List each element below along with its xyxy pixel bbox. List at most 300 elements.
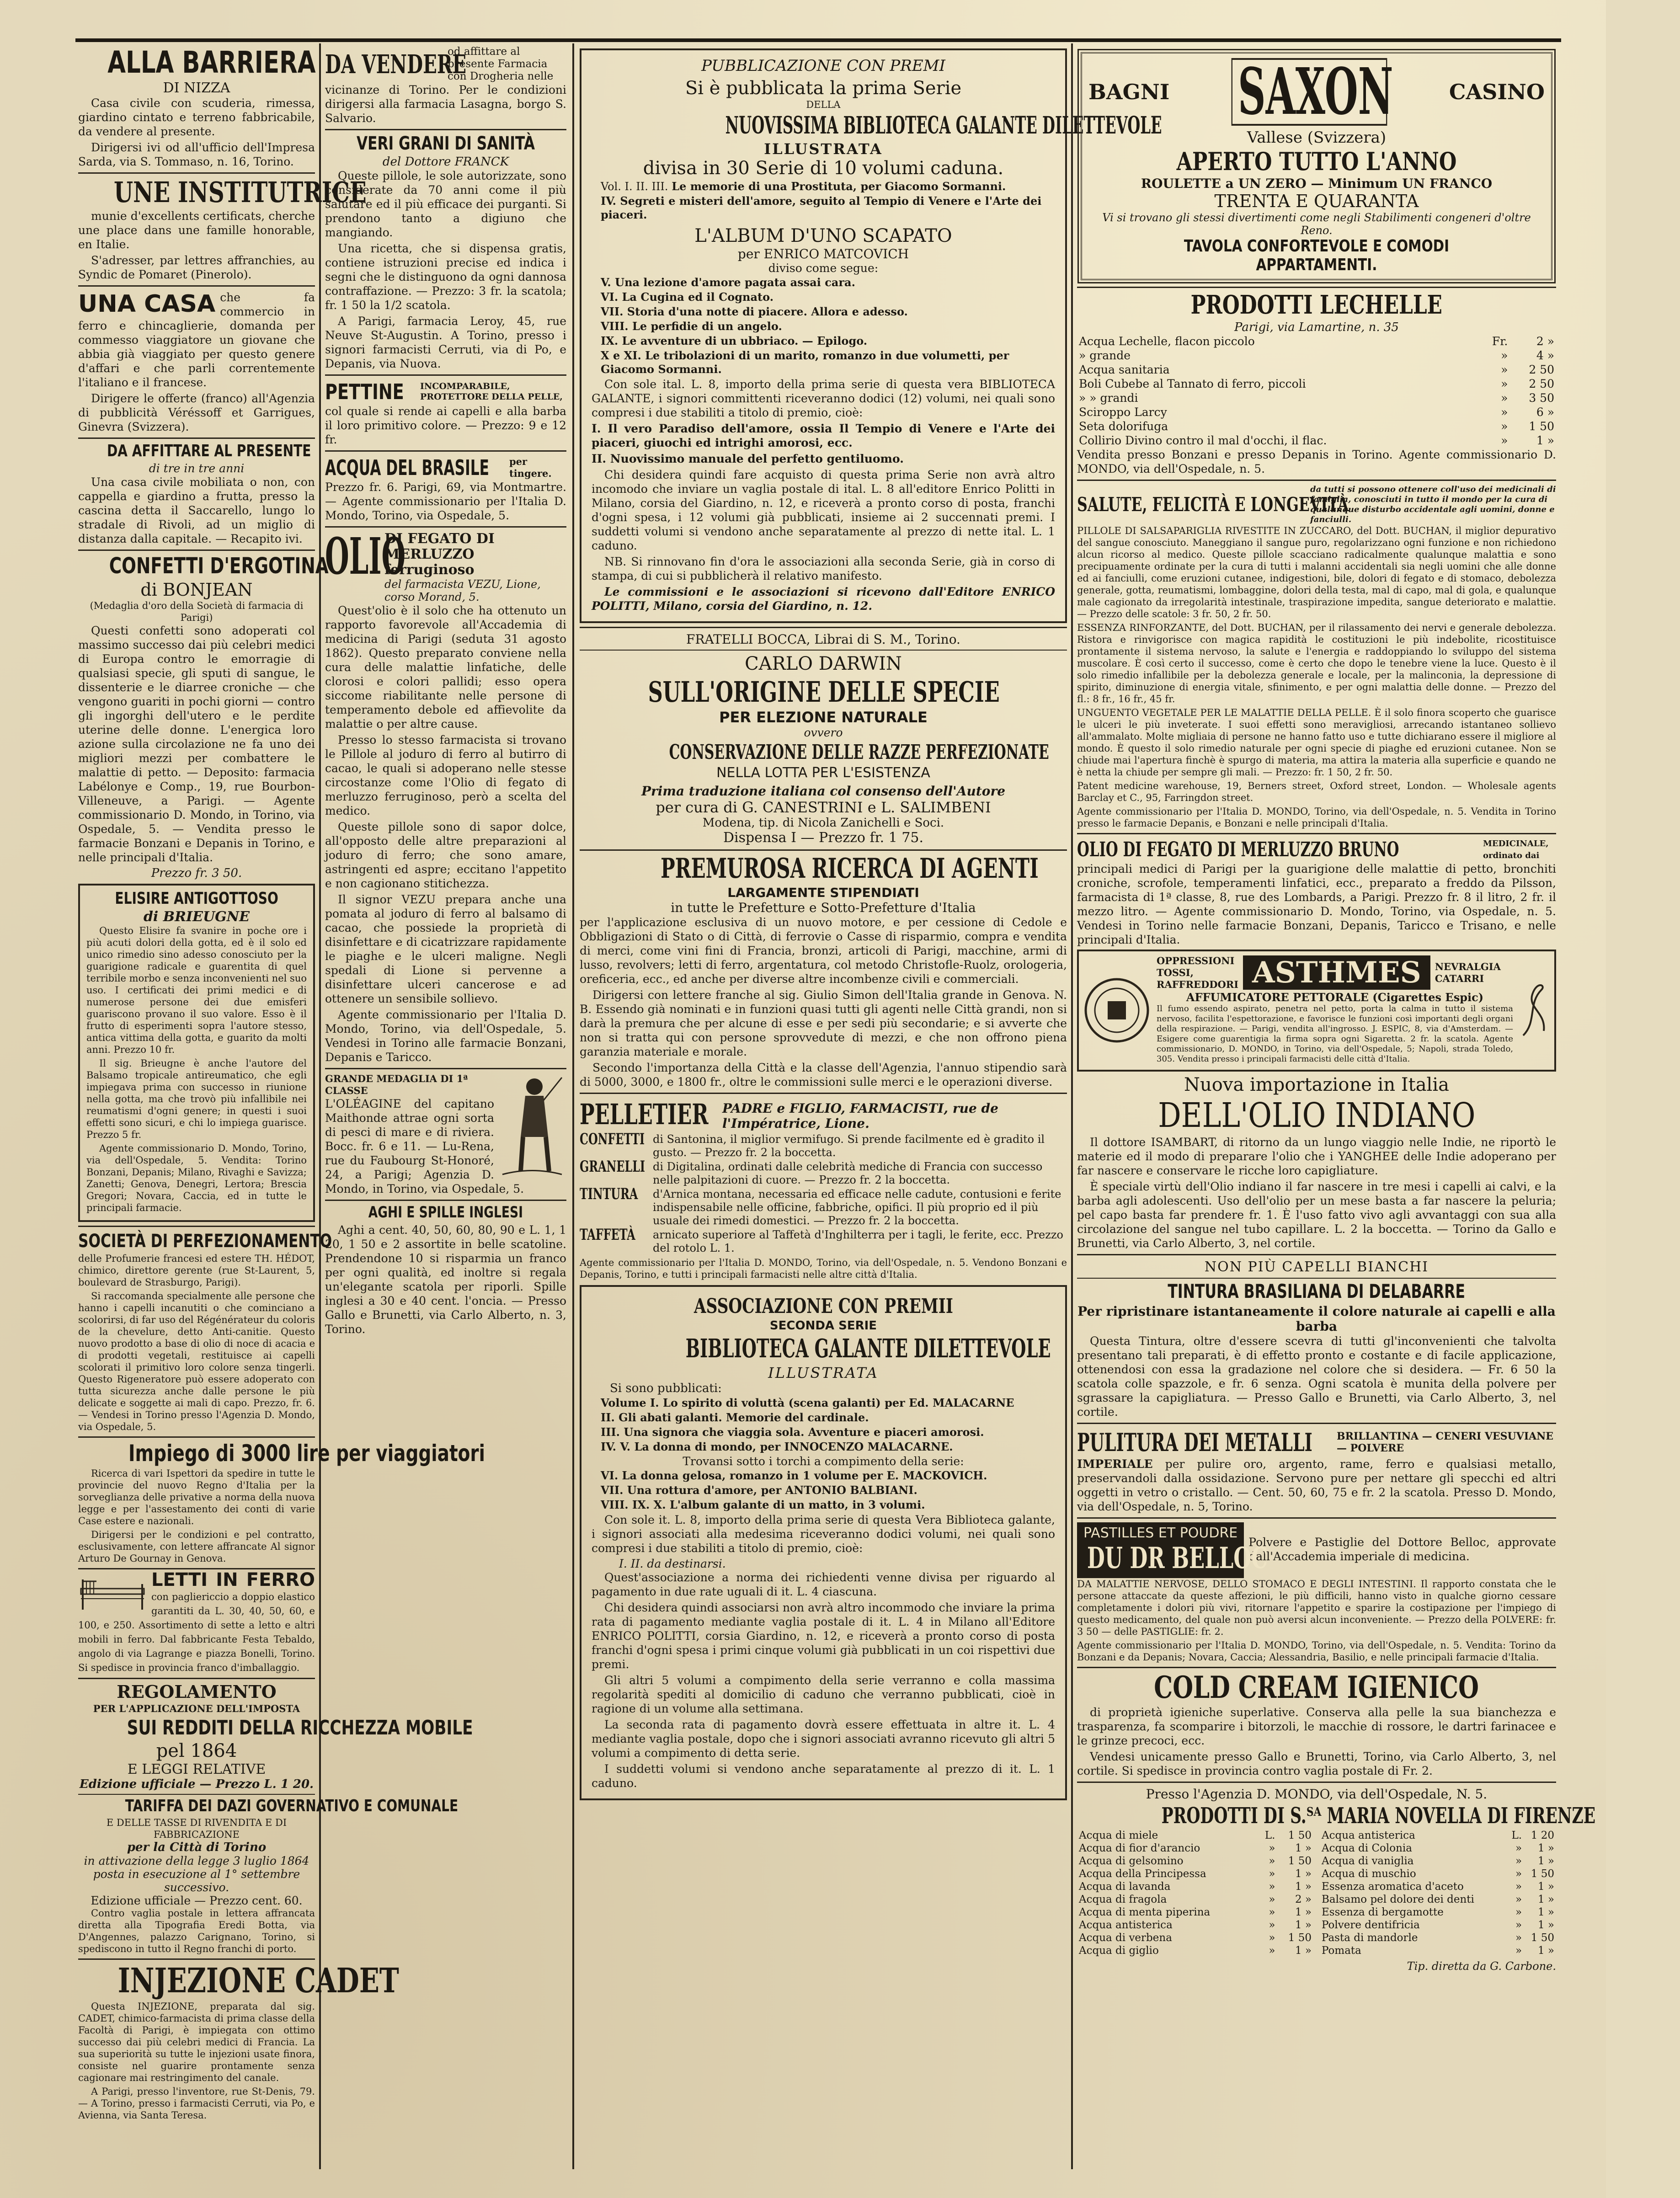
- ad-aghi: [325, 1205, 566, 1336]
- price-row: [1320, 1944, 1556, 1957]
- ad-affittare: [78, 443, 315, 546]
- ad-subtitle: Si sono pubblicati:: [610, 1381, 722, 1395]
- ad-text: Contro vaglia postale in lettera affrancata diretta alla Tipografia Eredi Botta, via D'Angennes, palazzo Carignano, Torino, si spediscono in tutto il Regno franchi di porto.: [78, 1907, 315, 1954]
- divider: [1077, 1667, 1556, 1668]
- ad-acqua-brasile: [325, 455, 566, 523]
- ad-ergotina: [78, 553, 329, 880]
- price: 2 »: [1536, 334, 1554, 348]
- divider: [78, 550, 315, 551]
- ad-text: di proprietà igieniche superlative. Conserva alla pelle la sua bianchezza e trasparenza, fa scomparire i bitorzoli, le macchie di rossore, le dartri farinacee e le grinze precoci, ecc.: [1077, 1705, 1556, 1747]
- product-name: Acqua sanitaria: [1079, 363, 1170, 376]
- price: 1 »: [1295, 1919, 1312, 1931]
- product-name: Acqua di vaniglia: [1322, 1855, 1414, 1867]
- ad-text: vicinanze di Torino. Per le condizioni dirigersi alla farmacia Lasagna, borgo S. Salvario.: [325, 83, 566, 125]
- ad-subtitle: di BONJEAN: [140, 579, 253, 600]
- ad-vol: IX. Le avventure di un ubbriaco. — Epilogo.: [601, 334, 868, 347]
- ad-subtitle: E DELLE TASSE DI RIVENDITA E DI FABBRICAZIONE: [106, 1817, 287, 1840]
- ad-text: Dirigersi ivi od all'ufficio dell'Impresa Sarda, via S. Tommaso, n. 16, Torino.: [78, 141, 315, 169]
- ad-price: Edizione ufficiale — Prezzo L. 1 20.: [79, 1777, 314, 1791]
- column-rule: [319, 43, 321, 2169]
- price: 1 »: [1295, 1881, 1312, 1893]
- ad-olio-bruno: [1077, 838, 1556, 947]
- price: 2 »: [1295, 1894, 1312, 1906]
- currency: »: [1269, 1906, 1275, 1919]
- seal-stamp-icon: [1083, 976, 1151, 1045]
- ad-associazione: [580, 1285, 1067, 1800]
- divider: [78, 285, 315, 287]
- product-name: Acqua di menta piperina: [1079, 1906, 1211, 1919]
- price-row: [1077, 419, 1556, 433]
- product-name: Balsamo pel dolore dei denti: [1322, 1894, 1474, 1906]
- ad-vol: VII. Una rottura d'amore, per ANTONIO BALBIANI.: [601, 1483, 917, 1497]
- product-name: Pomata: [1322, 1945, 1361, 1957]
- price-row: [1077, 433, 1556, 448]
- product-name: Acqua antisterica: [1079, 1919, 1173, 1931]
- ad-year: pel 1864: [156, 1740, 237, 1761]
- price-row: [1077, 334, 1556, 348]
- ad-impiego: [78, 1440, 485, 1564]
- ad-side-text: BRILLANTINA — CENERI VESUVIANE — POLVERE: [1337, 1430, 1554, 1454]
- ad-vol-label: Vol. I. II. III.: [601, 180, 668, 193]
- ad-subtitle: per la Città di Torino: [127, 1840, 267, 1854]
- ad-vol: V. Una lezione d'amore pagata assai cara.: [601, 275, 855, 289]
- currency: »: [1269, 1894, 1275, 1906]
- ad-text: Queste pillole sono di sapor dolce, all'opposto delle altre preparazioni al joduro di ferro; che sono amare, astringenti ed aspre; eccitano l'appetito e non cagionano stitichezza.: [325, 820, 566, 890]
- currency: »: [1269, 1945, 1275, 1957]
- ad-text: I. Il vero Paradiso dell'amore, ossia Il Tempio di Venere e l'Arte dei piaceri, giuochi ed intrighi amorosi, ecc.: [592, 421, 1055, 449]
- ad-oleagine: [325, 1073, 566, 1196]
- ad-cadet: [78, 1961, 399, 2122]
- ad-text: Questa Tintura, oltre d'essere scevra di tutti gl'inconvenienti che talvolta presentano tali preparati, è di effetto pronto e costante e di facile applicazione, ottenendosi con essa la gradazione nel colore che si desidera. — Fr. 6 50 la scatola colle spazzole, e fr. 6 senza. Ogni scatola è munita della polvere per sgrassare la capigliatura. — Presso Gallo e Brunetti, via Carlo Alberto, 3, nel cortile.: [1077, 1334, 1556, 1419]
- ad-text: Patent medicine warehouse, 19, Berners street, Oxford street, London. — Wholesale agents Barclay et C., 95, Farringdon street.: [1077, 780, 1556, 803]
- ad-subtitle: Prima traduzione italiana col consenso dell'Autore: [641, 783, 1006, 799]
- product-name: Acqua della Principessa: [1079, 1868, 1206, 1880]
- ad-publisher: FRATELLI BOCCA, Librai di S. M., Torino.: [686, 631, 960, 647]
- currency: »: [1515, 1855, 1522, 1867]
- currency: »: [1515, 1945, 1522, 1957]
- currency: »: [1515, 1894, 1522, 1906]
- price: 1 50: [1288, 1932, 1312, 1944]
- currency: »: [1515, 1881, 1522, 1893]
- ad-title: VERI GRANI DI SANITÀ: [356, 133, 535, 154]
- currency: »: [1515, 1868, 1522, 1880]
- product-name: Collirio Divino contro il mal d'occhi, il flac.: [1079, 433, 1327, 447]
- currency: »: [1515, 1842, 1522, 1855]
- divider: [78, 1678, 315, 1679]
- ad-word: BAGNI: [1088, 80, 1170, 104]
- ad-side-text: per tingere.: [509, 456, 552, 479]
- ad-text: Il sig. Brieugne è anche l'autore del Balsamo tropicale antireumatico, che egli impiegava prima con successo in riunione nella gotta, ma che trovò più infallibile nei reumatismi d'ogni genere; in questi i suoi effetti sono sicuri, e chi lo impiega guarisce. Prezzo 5 fr.: [86, 1058, 307, 1141]
- ad-text: Gli altri 5 volumi a compimento della serie verranno e colla massima regolarità spediti al domicilio di caduno che verranno pubblicati, cioè in ragione di un volume alla settimana.: [592, 1673, 1055, 1715]
- ad-subtitle: Trovansi sotto i torchi a compimento della serie:: [683, 1454, 964, 1468]
- ad-text: NB. Si rinnovano fin d'ora le associazioni alla seconda Serie, già in corso di stampa, di cui si pubblicherà il relativo manifesto.: [592, 555, 1055, 582]
- ad-title: PRODOTTI DI S.ᵀᴬ MARIA NOVELLA DI FIRENZE: [1161, 1803, 1596, 1829]
- ad-text: Aghi a cent. 40, 50, 60, 80, 90 e L. 1, 1 20, 1 50 e 2 assortite in belle scatoline. Prendendone 10 si risparmia un franco per ogni qualità, ed inoltre si regala un'elegante scatola per riporli. Spille inglesi a 30 e 40 cent. l'oncia. — Presso Gallo e Brunetti, via Carlo Alberto, n. 3, Torino.: [325, 1223, 566, 1336]
- ad-note: (Medaglia d'oro della Società di farmacia di Parigi): [90, 600, 304, 623]
- divider: [1077, 1423, 1556, 1424]
- product-text: arnicato superiore al Taffetà d'Inghilterra per i tagli, le ferite, ecc. Prezzo del rotolo L. 1.: [653, 1228, 1063, 1254]
- ad-title: ASTHMES: [1243, 955, 1430, 990]
- currency: »: [1501, 419, 1508, 433]
- ad-label: IMPERIALE: [1077, 1457, 1153, 1471]
- product-name: Acqua di fior d'arancio: [1079, 1842, 1200, 1855]
- product-name: Acqua di Colonia: [1322, 1842, 1412, 1855]
- ad-text: Dirigere le offerte (franco) all'Agenzia di pubblicità Véréssoff et Garrigues, Ginevra (Svizzera).: [78, 392, 315, 434]
- ad-subtitle: TAVOLA CONFORTEVOLE E COMODI APPARTAMENTI.: [1184, 237, 1450, 274]
- ad-pulitura: [1077, 1428, 1556, 1514]
- ad-title: SALUTE, FELICITÀ E LONGEVITÀ: [1077, 493, 1349, 516]
- ad-vol: III. Una signora che viaggia sola. Avventure e piaceri amorosi.: [601, 1425, 984, 1439]
- divider: [580, 627, 1067, 628]
- ad-subtitle: APERTO TUTTO L'ANNO: [1176, 147, 1457, 176]
- ad-text: È speciale virtù dell'Olio indiano il far nascere in tre mesi i capelli ai calvi, e la barba agli adolescenti. Uso dell'olio per un mese basta a far nascere la peluria; pel capo basta far prendere fr. 1. È l'uso fatto vivo agli avvantaggi con sua alla circolazione del sangue nel tubo capillare. L. 2 la boccetta. — Torino da Gallo e Brunetti, via Carlo Alberto, 3, nel cortile.: [1077, 1180, 1556, 1250]
- price: 1 »: [1537, 1945, 1554, 1957]
- ad-institutrice: [78, 176, 367, 282]
- iron-bed-illustration: [78, 1575, 147, 1611]
- ad-text: Una ricetta, che si dispensa gratis, contiene istruzioni precise ed indica i segni che le distinguono da ogni dannosa contraffazione. — Prezzo: 3 fr. la scatola; fr. 1 50 la 1/2 scatola.: [325, 242, 566, 312]
- product-name: Acqua di giglio: [1079, 1945, 1159, 1957]
- ad-subtitle: per ENRICO MATCOVICH: [737, 246, 909, 261]
- divider: [1077, 1278, 1556, 1279]
- ad-text: DA MALATTIE NERVOSE, DELLO STOMACO E DEGLI INTESTINI. Il rapporto constata che le persone attaccate da queste affezioni, le più difficili, hanno visto in qualche giorno cessare completamente i dolori più vivi, ritornare l'appetito e sparire la costipazione per l'impiego di questo medicamento, del quale non può aversi alcun inconveniente. — Prezzo della POLVERE: fr. 3 50 — delle PASTIGLIE: fr. 2.: [1077, 1578, 1556, 1637]
- ad-pettine: [325, 379, 566, 447]
- ad-title: ACQUA DEL BRASILE: [325, 455, 490, 480]
- currency: »: [1269, 1855, 1275, 1867]
- divider: [1077, 1782, 1556, 1783]
- ad-title: SOCIETÀ DI PERFEZIONAMENTO: [78, 1231, 332, 1252]
- ad-subtitle: posta in esecuzione al 1° settembre successivo.: [93, 1867, 300, 1894]
- divider: [78, 1958, 315, 1960]
- ad-subtitle: SECONDA SERIE: [769, 1319, 877, 1333]
- ad-text: Quest'olio è il solo che ha ottenuto un rapporto favorevole all'Accademia di medicina di Parigi (seduta 31 agosto 1862). Questo preparato conviene nella cura delle malattie linfatiche, delle clorosi e colori pallidi; esso opera siccome riabilitante nelle persone di temperamento debole ed affievolite da malattie o per altre cause.: [325, 604, 566, 731]
- ad-letti: [78, 1569, 315, 1674]
- divider: [580, 849, 1067, 851]
- ad-title: SUI REDDITI DELLA RICCHEZZA MOBILE: [127, 1716, 473, 1739]
- ad-title: PETTINE: [325, 379, 404, 404]
- ad-title: LETTI IN FERRO: [151, 1569, 315, 1590]
- price-row: [1077, 1829, 1313, 1842]
- ad-lechelle: [1077, 292, 1556, 476]
- ad-text: Questo Elisire fa svanire in poche ore i più acuti dolori della gotta, ed è il solo ed unico rimedio sino adesso conosciuto per la guarigione radicale e guarentita di quel terribile morbo e senza inconvenienti nel suo uso. I certificati dei primi medici e di numerose persone dei due emisferi guariscono provano il suo valore. Esso è il frutto di esperimenti sopra l'autore stesso, antica vittima della gotta, e guarito da molti anni. Prezzo 10 fr.: [86, 925, 307, 1056]
- currency: L.: [1511, 1830, 1522, 1842]
- ad-tintura: [1077, 1259, 1556, 1419]
- column-2: [322, 46, 569, 2167]
- ad-vol: VIII. IX. X. L'album galante di un matto, in 3 volumi.: [601, 1498, 925, 1511]
- ad-subtitle: ROULETTE a UN ZERO — Minimum UN FRANCO: [1141, 176, 1493, 191]
- ad-text: Una casa civile mobiliata o non, con cappella e giardino a frutta, presso la cascina detta il Saccarello, lungo lo stradale di Rivoli, ad un miglio di distanza dalla capitale. — Recapito ivi.: [78, 475, 315, 546]
- ad-text: Si raccomanda specialmente alle persone che hanno i capelli incanutiti o che cominciano a scolorirsi, di far uso del Régénérateur du coloris de la chevelure, detto Anti-canitie. Questo nuovo prodotto a base di olio di noce di acacia e di prodotti vegetali, restituisce ai capelli scolorati il primitivo loro colore senza tingerli. Questo Rigeneratore può essere adoperato con tutta sicurezza anche dalle persone le più delicate e soggette ai mali di capo. Prezzo, fr. 6. — Vendesi in Torino presso l'Agenzia D. Mondo, via Ospedale, 5.: [78, 1291, 315, 1433]
- ad-salute: [1077, 485, 1556, 829]
- ad-text: munie d'excellents certificats, cherche une place dans une famille honorable, en Italie.: [78, 209, 315, 251]
- ad-title: TINTURA BRASILIANA DI DELABARRE: [1168, 1280, 1466, 1303]
- product-name: Acqua di muschio: [1322, 1868, 1416, 1880]
- price: 6 »: [1536, 405, 1554, 419]
- ad-text: Questa INJEZIONE, preparata dal sig. CADET, chimico-farmacista di prima classe della Facoltà di Parigi, è impiegata con ottimo successo dai più celebri medici di Francia. La sua superiorità su tutte le injezioni usate finora, consiste nel guarire prontamente senza cagionare mai restringimento del canale.: [78, 2001, 315, 2084]
- price-row: [1077, 1906, 1313, 1919]
- ad-title: SAXON: [1232, 58, 1387, 126]
- ad-side-text: Polvere e Pastiglie del Dottore Belloc, approvate dall'Accademia imperiale di medicina.: [1248, 1535, 1556, 1563]
- ad-title: TARIFFA DEI DAZI GOVERNATIVO E COMUNALE: [125, 1796, 459, 1815]
- ad-vol: IV. Segreti e misteri dell'amore, seguito al Tempio di Venere e l'Arte dei piaceri.: [601, 194, 1042, 221]
- ad-subtitle: PER ELEZIONE NATURALE: [719, 708, 928, 726]
- ad-title: PELLETIER: [580, 1097, 709, 1131]
- price: 1 50: [1531, 1932, 1554, 1944]
- ad-text: A Parigi, presso l'inventore, rue St-Denis, 79. — A Torino, presso i farmacisti Cerruti, via Po, e Avienna, via Santa Teresa.: [78, 2086, 315, 2121]
- ad-text: che fa commercio in ferro e chincaglierie, domanda per commesso viaggiatore un giovane che abbia già viaggiato per questo genere d'affari e che parli correntemente l'italiano e il francese.: [78, 291, 315, 389]
- ad-subtitle: del Dottore FRANCK: [382, 155, 509, 169]
- ad-subtitle: PER L'APPLICAZIONE DELL'IMPOSTA: [93, 1702, 300, 1714]
- product-label: GRANELLI: [580, 1157, 645, 1176]
- currency: »: [1269, 1932, 1275, 1944]
- ad-text: Secondo l'importanza della Città e la classe dell'Agenzia, l'annuo stipendio sarà di 5000, 3000, e 1800 fr., oltre le commissioni sulle merci e le operazioni diverse.: [580, 1061, 1067, 1088]
- ad-text: Casa civile con scuderia, rimessa, giardino cintato e terreno fabbricabile, da vendere al presente.: [78, 96, 315, 139]
- ad-title: DELL'OLIO INDIANO: [1157, 1095, 1476, 1135]
- divider: [1077, 1254, 1556, 1255]
- ad-text: Il fumo essendo aspirato, penetra nel petto, porta la calma in tutto il sistema nervoso, facilita l'espettorazione, e favorisce le funzioni così importanti degli organi della respirazione. — Parigi, vendita all'ingrosso. J. ESPIC, 8, via d'Amsterdam. — Esigere come guarentigia la firma sopra ogni Sigaretta. 2 fr. la scatola. Agente commissionario, D. MONDO, in Torino, via dell'Ospedale, 5; Napoli, strada Toledo, 305. Vendita presso i principali farmacisti delle città d'Italia.: [1157, 1003, 1513, 1064]
- ad-subtitle: LARGAMENTE STIPENDIATI: [727, 885, 919, 900]
- ad-price: Prezzo fr. 3 50.: [151, 866, 242, 880]
- divider: [580, 650, 1067, 651]
- ad-text: col quale si rende ai capelli e alla barba il loro primitivo colore. — Prezzo: 9 e 12 fr.: [325, 405, 566, 446]
- product-name: Sciroppo Larcy: [1079, 405, 1167, 419]
- divider: [78, 1794, 315, 1795]
- ad-side-text: od affittare al presente Farmacia con Drogheria nelle: [448, 46, 554, 82]
- ad-text: Dirigersi per le condizioni e pel contratto, esclusivamente, con lettere affrancate Al signor Arturo De Gournay in Genova.: [78, 1529, 315, 1564]
- ad-side-text: NEVRALGIA CATARRI: [1435, 960, 1501, 984]
- ad-text: Prezzo fr. 6. Parigi, 69, via Montmartre. — Agente commissionario per l'Italia D. Mondo, Torino, via Ospedale, 5.: [325, 480, 566, 522]
- price: 1 50: [1288, 1830, 1312, 1842]
- ad-subtitle: di tre in tre anni: [149, 462, 245, 475]
- ad-barriera: [78, 47, 315, 169]
- ad-title: INJEZIONE CADET: [117, 1961, 399, 2001]
- ad-text: Agente commissionario per l'Italia D. Mondo, Torino, via dell'Ospedale, 5. Vendesi in Torino alle farmacie Bonzani, Depanis e Taricco.: [325, 1008, 566, 1064]
- ad-text: Con sole ital. L. 8, importo della prima serie di questa vera BIBLIOTECA GALANTE, i signori committenti riceveranno dodici (12) volumi, nei quali sono compresi i due stabiliti a titolo di premio, cioè:: [592, 377, 1055, 419]
- ad-title: UNE INSTITUTRICE: [113, 176, 367, 209]
- price-row: [1320, 1931, 1556, 1944]
- price: 1 »: [1537, 1894, 1554, 1906]
- ad-subtitle: in attivazione della legge 3 luglio 1864: [84, 1854, 309, 1867]
- ad-vol: VII. Storia d'una notte di piacere. Allora e adesso.: [601, 304, 908, 318]
- currency: »: [1515, 1919, 1522, 1931]
- ad-subtitle: Vallese (Svizzera): [1247, 128, 1387, 147]
- price-row: [1077, 1944, 1313, 1957]
- ad-text: Agente commissionario per l'Italia D. MONDO, Torino, via dell'Ospedale, n. 5. Vendono Bonzani e Depanis, Torino, e tutti i principali farmacisti nelle altre città d'Italia.: [580, 1257, 1067, 1280]
- price: 1 »: [1537, 1919, 1554, 1931]
- ad-una-casa: [78, 290, 315, 434]
- ad-subtitle: NON PIÙ CAPELLI BIANCHI: [1204, 1259, 1429, 1275]
- ad-title: DU DR BELLOC: [1087, 1541, 1268, 1575]
- ad-text: Vi si trovano gli stessi divertimenti come negli Stabilimenti congeneri d'oltre Reno.: [1102, 211, 1531, 237]
- divider: [580, 1093, 1067, 1094]
- product-label: TINTURA: [580, 1184, 638, 1203]
- ad-text: UNGUENTO VEGETALE PER LE MALATTIE DELLA PELLE. È il solo finora scoperto che guarisce le ulceri le più inveterate. I suoi effetti sono meravigliosi, arrecando istantaneo sollievo all'ammalato. Molte migliaia di persone ne hanno fatto uso e tutte dichiarano essere il migliore al mondo. È questo il solo rimedio naturale per ogni specie di piaghe ed eruzioni cutanee. Non se chiude mai l'apertura finchè è spurgo di materia, ma attira la materia alla superficie e quando ne è netta la chiude per sempre gli mali. — Prezzo: fr. 1 50, 2 fr. 50.: [1077, 707, 1556, 778]
- ad-small: DELLA: [806, 99, 841, 110]
- price-row: [1320, 1842, 1556, 1855]
- ad-vol: IV. V. La donna di mondo, per INNOCENZO MALACARNE.: [601, 1440, 953, 1453]
- price: 1 »: [1295, 1906, 1312, 1919]
- currency: »: [1501, 377, 1508, 390]
- ad-word: CASINO: [1449, 80, 1545, 104]
- price-row: [1077, 391, 1556, 405]
- price: 1 »: [1295, 1868, 1312, 1880]
- ad-subtitle: E LEGGI RELATIVE: [127, 1761, 266, 1777]
- price-row: [1320, 1867, 1556, 1880]
- ad-title: PUBBLICAZIONE CON PREMI: [701, 57, 945, 75]
- ad-vol: Volume I. Lo spirito di voluttà (scena galanti) per Ed. MALACARNE: [601, 1396, 1014, 1409]
- currency: »: [1269, 1868, 1275, 1880]
- ad-text: Con sole it. L. 8, importo della prima serie di questa Vera Biblioteca galante, i signori associati alla medesima riceveranno dodici volumi, nei quali sono compresi i due stabiliti a titolo di premio, cioè:: [592, 1513, 1055, 1555]
- ad-side-text: OPPRESSIONI TOSSI, RAFFREDDORI: [1157, 955, 1239, 990]
- price-row: [1077, 1919, 1313, 1931]
- ad-text: delle Profumerie francesi ed estere TH. HÉDOT, chimico, direttore gerente (rue St-Laurent, 5, boulevard de Strasburgo, Parigi).: [78, 1253, 315, 1288]
- currency: »: [1501, 405, 1508, 419]
- divider: [325, 129, 566, 130]
- currency: L.: [1264, 1830, 1275, 1842]
- ad-vendere: [325, 46, 566, 125]
- ad-title: PRODOTTI LECHELLE: [1190, 290, 1443, 320]
- ad-text: Agente commissionario D. Mondo, Torino, via dell'Ospedale, 5. Vendita: Torino Bonzani, Depanis; Milano, Rivaghi e Savizza; Zanetti; Genova, Denegri, Lertora; Brescia Gregori; Novara, Caccia, ed in tutte le principali farmacie.: [86, 1143, 307, 1214]
- ad-text: Agente commissionario per l'Italia D. MONDO, Torino, via dell'Ospedale, n. 5. Vendita in Torino presso le farmacie Depanis, e Bonzani e nelle principali d'Italia.: [1077, 806, 1556, 829]
- ad-text: Presso lo stesso farmacista si trovano le Pillole al joduro di ferro al butirro di cacao, le quali si adoperano nelle stesse circostanze come l'Olio di fegato di merluzzo ferruginoso, però a scelta del medico.: [325, 733, 566, 817]
- ad-text: S'adresser, par lettres affranchies, au Syndic de Pomaret (Pinerolo).: [78, 254, 315, 282]
- currency: »: [1269, 1919, 1275, 1931]
- ad-text: principali medici di Parigi per la guarigione delle malattie di petto, bronchiti croniche, scrofole, temperamenti linfatici, ecc., preparato a freddo da Pilsson, farmacista di 1ª classe, 8, rue des Lombards, a Parigi. Prezzo fr. 8 il litro, 2 fr. il mezzo litro. — Agente commissionario D. Mondo, Torino, via Ospedale, n. 5. Vendesi in Torino nelle farmacie Bonzani, Depanis, Taricco e Trisano, e nelle principali d'Italia.: [1077, 862, 1556, 946]
- divider: [78, 1436, 315, 1438]
- ad-text: A Parigi, farmacia Leroy, 45, rue Neuve St-Augustin. A Torino, presso i signori farmacisti Cerruti, via di Po, e Depanis, via Nuova.: [325, 315, 566, 370]
- ad-subtitle: del farmacista VEZU, Lione, corso Morand, 5.: [384, 578, 541, 603]
- ad-subtitle: Presso l'Agenzia D. MONDO, via dell'Ospedale, N. 5.: [1146, 1786, 1488, 1802]
- price: 1 »: [1295, 1842, 1312, 1855]
- ad-title: DA AFFITTARE AL PRESENTE: [107, 442, 311, 461]
- signature-icon: [1519, 976, 1551, 1045]
- ad-text: I suddetti volumi si vendono anche separatamente al prezzo di it. L. 1 caduno.: [592, 1762, 1055, 1790]
- price-row: [1320, 1919, 1556, 1931]
- ad-vol: X e XI. Le tribolazioni di un marito, romanzo in due volumetti, per Giacomo Sormanni.: [601, 348, 1009, 376]
- divider: [325, 1200, 566, 1201]
- price: 1 50: [1531, 1868, 1554, 1880]
- product-name: Essenza aromatica d'aceto: [1322, 1881, 1464, 1893]
- ad-text: per l'applicazione esclusiva di un nuovo motore, e per cessione di Cedole e Obbligazioni di Stato o di Città, di ferrovie o Casse di risparmio, compra e vendita di merci, come vini fini di Francia, bronzi, articoli di Parigi, macchine, armi di lusso, revolvers; letti di ferro, argentatura, col metodo Christofle-Ruolz, orologeria, oreficeria, ecc., ed anche per diverse altre incombenze civili e commerciali.: [580, 915, 1067, 986]
- product-text: di Digitalina, ordinati dalle celebrità mediche di Francia con successo nelle palpitazioni di cuore. — Prezzo fr. 2 la boccetta.: [653, 1160, 1043, 1186]
- ad-grani: [325, 134, 566, 371]
- price-row: [1320, 1906, 1556, 1919]
- product-name: Acqua di miele: [1079, 1830, 1158, 1842]
- ad-cold-cream: [1077, 1669, 1556, 1778]
- price: 1 50: [1288, 1855, 1312, 1867]
- product-name: Essenza di bergamotte: [1322, 1906, 1444, 1919]
- divider: [78, 1226, 315, 1227]
- ad-subtitle: ovvero: [804, 726, 843, 739]
- ad-big-initial: OLIO: [325, 527, 406, 586]
- product-name: Acqua Lechelle, flacon piccolo: [1079, 334, 1255, 348]
- price-table: [1077, 334, 1556, 448]
- ad-olio-vezu: [325, 527, 566, 1064]
- product-name: Acqua di fragola: [1079, 1894, 1167, 1906]
- ad-subtitle: Si è pubblicata la prima Serie: [685, 78, 962, 99]
- ad-text: Queste pillole, le sole autorizzate, sono considerate da 70 anni come il più salutare ed il più efficace dei purganti. Si prendono tanto a digiuno che mangiando.: [325, 169, 566, 239]
- price: 1 50: [1529, 419, 1554, 433]
- product-text: d'Arnica montana, necessaria ed efficace nelle cadute, contusioni e ferite indispensabile nelle officine, fabbriche, opifici. Il più proprio ed il più usuale dei rimedi domestici. — Prezzo fr. 2 la boccetta.: [653, 1187, 1061, 1227]
- product-name: Seta dolorifuga: [1079, 419, 1168, 433]
- ad-subtitle: TRENTA E QUARANTA: [1214, 191, 1419, 211]
- ad-title: PREMUROSA RICERCA DI AGENTI: [661, 852, 1039, 885]
- column-4: [1074, 46, 1596, 2167]
- ad-text: II. Nuovissimo manuale del perfetto gentiluomo.: [592, 452, 904, 465]
- ad-darwin: [580, 632, 1067, 846]
- price: 1 »: [1536, 433, 1554, 447]
- ad-subtitle: Modena, tip. di Nicola Zanichelli e Soci.: [702, 816, 944, 830]
- ad-subtitle: ILLUSTRATA: [768, 1364, 879, 1382]
- ad-text: Vendita presso Bonzani e presso Depanis in Torino. Agente commissionario D. MONDO, via dell'Ospedale, n. 5.: [1077, 448, 1556, 475]
- ad-text: PILLOLE DI SALSAPARIGLIA RIVESTITE IN ZUCCARO, del Dott. BUCHAN, il miglior depurativo del sangue conosciuto. Maneggiano il sangue puro, regolarizzano ogni funzione e non richiedono alcun ricorso al medico. Queste pillole scacciano radicalmente qualunque malattia e sono precipuamente ordinate per la cura di tutti i malanni accidentali sia negli uomini che alle donne ed ai fanciulli, come eruzioni cutanee, indigestioni, bile, dolori di fegato e di stomaco, debolezza generale, gotta, reumatismi, lombaggine, dolori della testa, mal di capo, mal di gola, e qualunque male cagionato da irregolarità intestinale, traspirazione impedita, sangue deteriorato e malattie. — Prezzo delle scatole: 3 fr. 50, 2 fr. 50.: [1077, 525, 1556, 619]
- column-rule: [572, 43, 574, 2169]
- ad-side-text: MEDICINALE, ordinato dai: [1483, 838, 1549, 860]
- ad-title: CONSERVAZIONE DELLE RAZZE PERFEZIONATE: [669, 740, 1049, 764]
- price-row: [1077, 1867, 1313, 1880]
- price-row: [1077, 348, 1556, 363]
- ad-subtitle: diviso come segue:: [768, 261, 879, 275]
- ad-title: ALLA BARRIERA: [107, 45, 316, 80]
- ad-subtitle: Parigi, via Lamartine, n. 35: [1234, 320, 1399, 334]
- product-label: CONFETTI: [580, 1130, 645, 1148]
- fisherman-illustration: [498, 1073, 566, 1178]
- ad-elisir: [78, 884, 315, 1222]
- product-label: TAFFETÀ: [580, 1225, 635, 1244]
- ad-text: Questi confetti sono adoperati col massimo successo dai più celebri medici di Europa contro le emorragie di qualsiasi specie, gli sputi di sangue, le dissenterie e le diarree croniche — che vengono guariti in pochi giorni — contro gli ingorghi dell'utero e le perdite uterine delle donne. L'energica loro azione sulla circolazione ne fa uno dei migliori mezzi per combattere le malattie di petto. — Deposito: farmacia Labélonye e Comp., 19, rue Bourbon-Villeneuve, a Parigi. — Agente commissionario D. Mondo, in Torino, via Ospedale, 5. — Vendita presso le farmacie Bonzani e Depanis in Torino, e nelle principali d'Italia.: [78, 624, 315, 864]
- ad-subtitle: Nuova importazione in Italia: [1184, 1074, 1449, 1095]
- ad-subtitle: DI NIZZA: [163, 80, 230, 96]
- divider: [325, 450, 566, 452]
- price-row: [1320, 1893, 1556, 1906]
- price-row: [1077, 1842, 1313, 1855]
- ad-text: per pulire oro, argento, rame, ferro e qualsiasi metallo, preservandoli dalla ossidazione. Servono pure per nettare gli specchi ed altri oggetti in vetro o cristallo. — Cent. 50, 60, 75 e fr. 2 la scatola. Presso D. Mondo, via dell'Ospedale, n. 5, Torino.: [1077, 1457, 1556, 1513]
- divider: [325, 1068, 566, 1069]
- divider: [1077, 833, 1556, 834]
- ad-text: Il signor VEZU prepara anche una pomata al joduro di ferro al balsamo di cacao, che possiede la proprietà di disinfettare e di cicatrizzare rapidamente le piaghe e le ulceri maligne. Negli spedali di Lione si pervenne a disinfettare ulceri cancerose e ad ottenere un sensibile sollievo.: [325, 893, 566, 1005]
- price: 1 »: [1295, 1945, 1312, 1957]
- ad-title: NUOVISSIMA BIBLIOTECA GALANTE DILETTEVOLE: [725, 112, 1162, 139]
- ad-text: Vendesi unicamente presso Gallo e Brunetti, Torino, via Carlo Alberto, 3, nel cortile. Si spedisce in provincia contro vaglia postale di Fr. 2.: [1077, 1750, 1556, 1777]
- price: 1 »: [1537, 1842, 1554, 1855]
- ad-vol: II. Gli abati galanti. Memorie del cardinale.: [601, 1410, 869, 1424]
- price: 4 »: [1536, 348, 1554, 362]
- price-row: [1077, 1855, 1313, 1867]
- ad-regolamento: [78, 1681, 473, 1955]
- price: 2 50: [1529, 363, 1554, 376]
- ad-title: COLD CREAM IGIENICO: [1154, 1669, 1479, 1705]
- ad-vol: Le memorie di una Prostituta, per Giacomo Sormanni.: [672, 179, 1006, 193]
- currency: »: [1501, 391, 1508, 405]
- product-name: Polvere dentifricia: [1322, 1919, 1420, 1931]
- ad-price: Edizione ufficiale — Prezzo cent. 60.: [91, 1894, 303, 1907]
- price-table: [1320, 1829, 1556, 1957]
- ad-agenti: [580, 854, 1067, 1089]
- currency: »: [1515, 1932, 1522, 1944]
- product-name: » » grandi: [1079, 391, 1138, 405]
- ad-title: GRANDE MEDAGLIA DI 1ª CLASSE: [325, 1073, 468, 1096]
- ad-text: con pagliericcio a doppio elastico garantiti da L. 30, 40, 50, 60, e 100, e 250. Assortimento di sette a letto e altri mobili in ferro. Dal fabbricante Festa Tebaldo, angolo di via Lagrange e piazza Bonelli, Torino. Si spedisce in provincia franco d'imballaggio.: [78, 1591, 315, 1673]
- price: 1 »: [1537, 1906, 1554, 1919]
- ad-text: Dirigersi con lettere franche al sig. Giulio Simon dell'Italia grande in Genova. N. B. Essendo già nominati e in funzioni quasi tutti gli agenti nelle Città grandi, non si darà la premura che per alcune di esse e per sedi più secondarie; e si avverte che non si tratta qui con persone sprovvedute di mezzi, e che non offrono piena garanzia materiale e morale.: [580, 988, 1067, 1058]
- ad-subtitle: Per ripristinare istantaneamente il colore naturale ai capelli e alla barba: [1077, 1303, 1556, 1334]
- ad-text: Le commissioni e le associazioni si ricevono dall'Editore ENRICO POLITTI, Milano, corsia del Giardino, n. 12.: [592, 585, 1055, 613]
- ad-subtitle: ILLUSTRATA: [764, 140, 883, 158]
- product-text: di Santonina, il miglior vermifugo. Si prende facilmente ed è gradito il gusto. — Prezzo fr. 2 la boccetta.: [653, 1132, 1045, 1159]
- ad-author: CARLO DARWIN: [745, 653, 902, 674]
- ad-text: L'OLÉAGINE del capitano Maithonde attrae ogni sorta di pesci di mare e di riviera. Bocc. fr. 6 e 11. — Lu-Rena, rue du Faubourg St-Honoré, 24, a Parigi; Agenzia D. Mondo, in Torino, via Ospedale, 5.: [325, 1097, 524, 1195]
- product-name: Pasta di mandorle: [1322, 1932, 1418, 1944]
- ad-title: CONFETTI D'ERGOTINA: [109, 553, 329, 579]
